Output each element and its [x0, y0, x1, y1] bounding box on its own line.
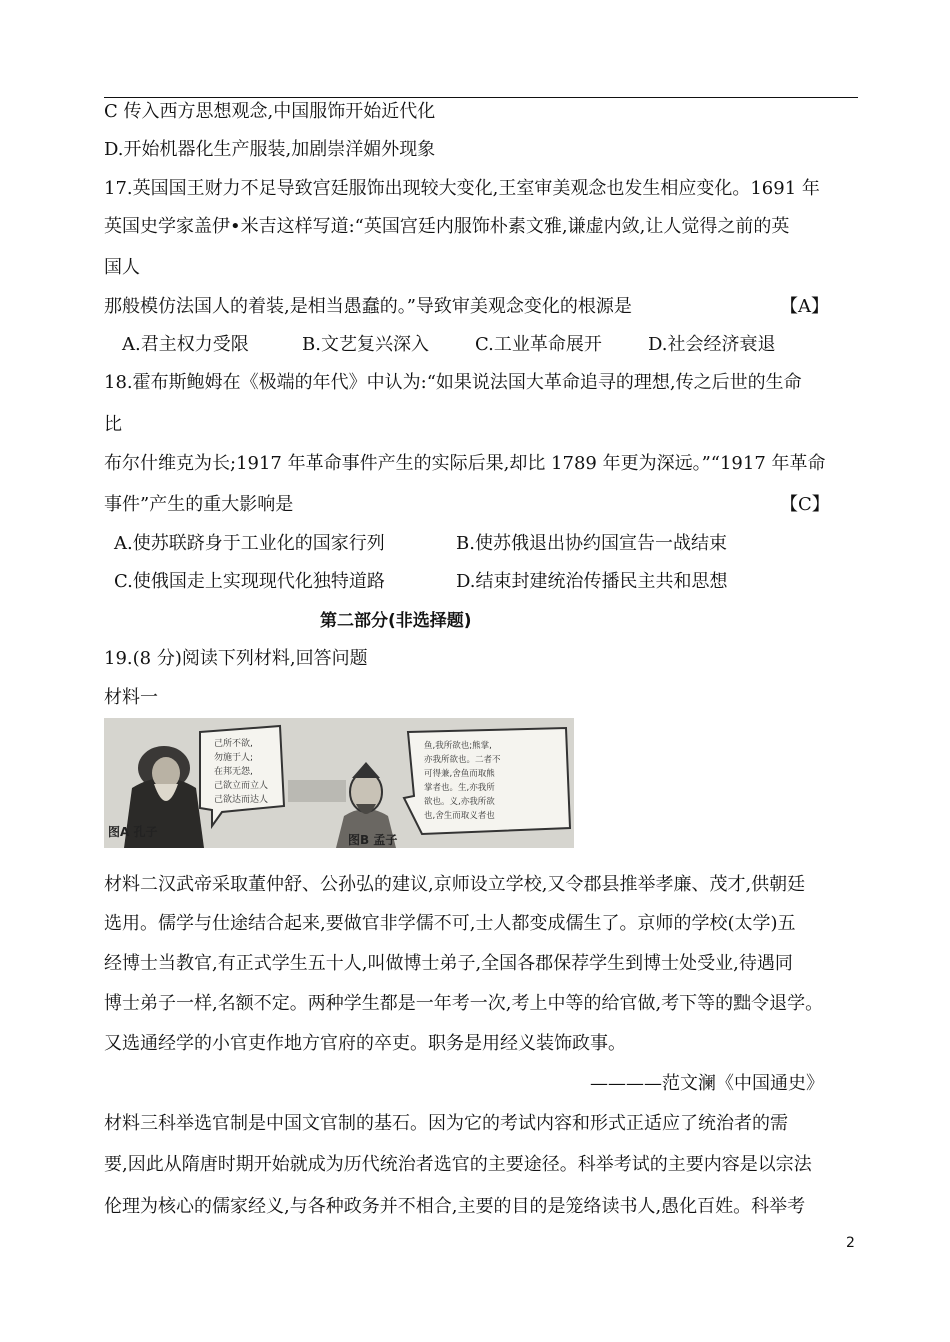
q18-line-3: 布尔什维克为长;1917 年革命事件产生的实际后果,却比 1789 年更为深远。”“1917 年革命 [104, 453, 826, 474]
q17-option-a: A.君主权力受限 [122, 334, 249, 355]
q17-option-b: B.文艺复兴深入 [302, 334, 429, 355]
material-two-line-4: 博士弟子一样,名额不定。两种学生都是一年考一次,考上中等的给官做,考下等的黜令退学。 [104, 993, 824, 1014]
q18-option-d: D.结束封建统治传播民主共和思想 [456, 571, 728, 592]
material-three-line-2: 要,因此从隋唐时期开始就成为历代统治者选官的主要途径。科举考试的主要内容是以宗法 [104, 1154, 812, 1175]
svg-text:也,舍生而取义者也: 也,舍生而取义者也 [424, 811, 495, 821]
header-rule [104, 97, 858, 98]
svg-text:己欲立而立人: 己欲立而立人 [214, 781, 269, 791]
svg-text:欲也。义,亦我所欲: 欲也。义,亦我所欲 [424, 797, 495, 807]
option-c-prev: C 传入西方思想观念,中国服饰开始近代化 [104, 101, 436, 122]
svg-text:己欲达而达人: 己欲达而达人 [214, 795, 269, 805]
material-one-figure [104, 718, 574, 848]
q17-line-1: 17.英国国王财力不足导致宫廷服饰出现较大变化,王室审美观念也发生相应变化。1691 年 [104, 178, 820, 199]
svg-text:亦我所欲也。二者不: 亦我所欲也。二者不 [424, 755, 501, 765]
q18-line-4: 事件”产生的重大影响是 [104, 494, 294, 515]
material-two-line-5: 又选通经学的小官吏作地方官府的卒吏。职务是用经义装饰政事。 [104, 1033, 626, 1054]
q17-line-2: 英国史学家盖伊•米吉这样写道:“英国宫廷内服饰朴素文雅,谦虚内敛,让人觉得之前的英 [104, 216, 790, 237]
q17-line-3: 国人 [104, 257, 140, 278]
q18-option-a: A.使苏联跻身于工业化的国家行列 [114, 533, 385, 554]
confucius-mencius-illustration [104, 718, 574, 848]
q19-heading: 19.(8 分)阅读下列材料,回答问题 [104, 648, 368, 669]
q18-answer: 【C】 [780, 494, 830, 515]
svg-text:鱼,我所欲也;熊掌,: 鱼,我所欲也;熊掌, [424, 741, 492, 751]
svg-text:己所不欲,: 己所不欲, [214, 739, 253, 749]
material-two-line-3: 经博士当教官,有正式学生五十人,叫做博士弟子,全国各郡保荐学生到博士处受业,待遇同 [104, 953, 793, 974]
q17-option-c: C.工业革命展开 [475, 334, 602, 355]
q18-line-1: 18.霍布斯鲍姆在《极端的年代》中认为:“如果说法国大革命追寻的理想,传之后世的生命 [104, 372, 802, 393]
material-two-line-2: 选用。儒学与仕途结合起来,要做官非学儒不可,士人都变成儒生了。京师的学校(太学)五 [104, 913, 796, 934]
q17-answer: 【A】 [780, 296, 829, 317]
material-two-line-1: 材料二汉武帝采取董仲舒、公孙弘的建议,京师设立学校,又令郡县推举孝廉、茂才,供朝廷 [104, 874, 806, 895]
q17-option-d: D.社会经济衰退 [648, 334, 776, 355]
q18-option-c: C.使俄国走上实现现代化独特道路 [114, 571, 385, 592]
material-one-label: 材料一 [104, 687, 158, 708]
caption-b: 图B 孟子 [348, 833, 398, 847]
q17-line-4: 那般模仿法国人的着装,是相当愚蠢的。”导致审美观念变化的根源是 [104, 296, 632, 317]
svg-text:掌者也。生,亦我所: 掌者也。生,亦我所 [424, 783, 495, 793]
caption-a: 图A 孔子 [108, 825, 158, 839]
material-three-line-1: 材料三科举选官制是中国文官制的基石。因为它的考试内容和形式正适应了统治者的需 [104, 1113, 788, 1134]
svg-text:在邦无怨,: 在邦无怨, [214, 767, 253, 777]
svg-text:勿施于人;: 勿施于人; [214, 753, 254, 763]
option-d-prev: D.开始机器化生产服装,加剧崇洋媚外现象 [104, 139, 436, 160]
svg-text:可得兼,舍鱼而取熊: 可得兼,舍鱼而取熊 [424, 769, 495, 779]
part-two-heading: 第二部分(非选择题) [320, 611, 472, 631]
q18-line-2: 比 [104, 414, 122, 435]
page-number: 2 [846, 1235, 855, 1251]
material-two-source: ————范文澜《中国通史》 [590, 1073, 824, 1094]
material-three-line-3: 伦理为核心的儒家经义,与各种政务并不相合,主要的目的是笼络读书人,愚化百姓。科举考 [104, 1196, 806, 1217]
q18-option-b: B.使苏俄退出协约国宣告一战结束 [456, 533, 727, 554]
